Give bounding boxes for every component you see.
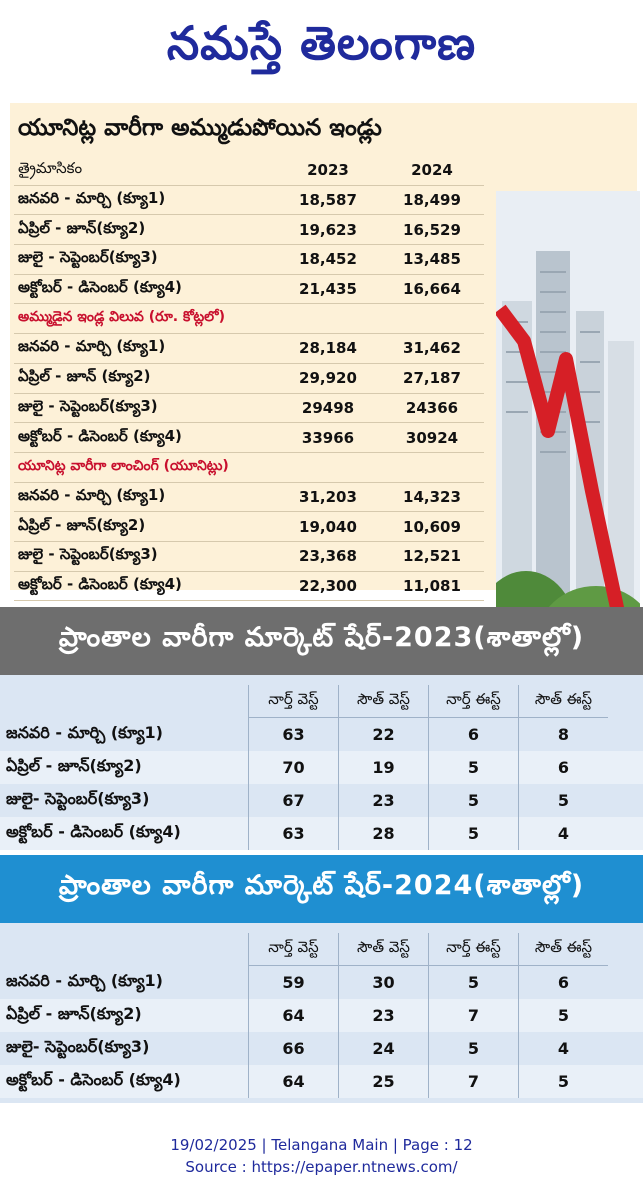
table-row bbox=[0, 1065, 643, 1098]
cell-value: 6 bbox=[518, 966, 608, 999]
market-share-2023-title: ప్రాంతాల వారీగా మార్కెట్ షేర్-2023(శాతాల్లో) bbox=[0, 607, 643, 675]
col-north-west: నార్త్ వెస్ట్ bbox=[248, 685, 338, 718]
table-row bbox=[0, 751, 643, 784]
table-row bbox=[0, 999, 643, 1032]
value-2024: 31,462 bbox=[403, 339, 461, 358]
table-row bbox=[14, 275, 484, 305]
cell-value: 23 bbox=[338, 999, 428, 1032]
value-2024: 14,323 bbox=[403, 487, 461, 506]
row-label: జులై - సెప్టెంబర్(క్యూ3) bbox=[18, 396, 158, 415]
value-section-heading: అమ్ముడైన ఇండ్ల విలువ (రూ. కోట్లలో) bbox=[14, 304, 484, 334]
housing-sales-panel bbox=[10, 103, 637, 595]
table-row bbox=[14, 394, 484, 424]
cell-value: 5 bbox=[428, 784, 518, 817]
page-footer bbox=[0, 1134, 643, 1178]
cell-value: 25 bbox=[338, 1065, 428, 1098]
table-header-row bbox=[0, 685, 643, 718]
panel-heading: యూనిట్ల వారీగా అమ్ముడుపోయిన ఇండ్లు bbox=[18, 115, 382, 141]
cell-value: 4 bbox=[518, 1032, 608, 1065]
value-2024: 18,499 bbox=[403, 191, 461, 210]
row-label: జులై - సెప్టెంబర్(క్యూ3) bbox=[18, 248, 158, 267]
quarter-header: త్రైమాసికం bbox=[18, 159, 83, 178]
value-2023: 31,203 bbox=[299, 487, 357, 506]
value-2023: 21,435 bbox=[299, 280, 357, 299]
cell-value: 5 bbox=[428, 817, 518, 850]
table-row bbox=[0, 966, 643, 999]
value-2024: 16,529 bbox=[403, 220, 461, 239]
cell-value: 5 bbox=[428, 751, 518, 784]
cell-value: 24 bbox=[338, 1032, 428, 1065]
value-2024: 10,609 bbox=[403, 517, 461, 536]
table-row bbox=[14, 572, 484, 602]
table-row bbox=[0, 718, 643, 751]
cell-value: 8 bbox=[518, 718, 608, 751]
cell-value: 63 bbox=[248, 718, 338, 751]
value-2023: 33966 bbox=[301, 428, 355, 447]
row-label: జనవరి - మార్చి (క్యూ1) bbox=[18, 485, 166, 504]
value-2023: 23,368 bbox=[299, 547, 357, 566]
value-2024: 16,664 bbox=[403, 280, 461, 299]
value-2024: 24366 bbox=[405, 398, 459, 417]
table-row bbox=[0, 1032, 643, 1065]
row-label: జులై- సెప్టెంబర్(క్యూ3) bbox=[6, 1037, 150, 1056]
housing-sales-table bbox=[14, 156, 484, 601]
cell-value: 5 bbox=[428, 1032, 518, 1065]
cell-value: 67 bbox=[248, 784, 338, 817]
launch-section-heading: యూనిట్ల వారీగా లాంచింగ్ (యూనిట్లు) bbox=[14, 453, 484, 483]
col-north-west: నార్త్ వెస్ట్ bbox=[248, 933, 338, 966]
value-2024: 27,187 bbox=[403, 369, 461, 388]
cell-value: 7 bbox=[428, 1065, 518, 1098]
value-2024: 30924 bbox=[405, 428, 459, 447]
newspaper-logo: నమస్తే తెలంగాణ bbox=[166, 16, 477, 70]
cell-value: 59 bbox=[248, 966, 338, 999]
cell-value: 19 bbox=[338, 751, 428, 784]
value-2023: 18,452 bbox=[299, 250, 357, 269]
cell-value: 70 bbox=[248, 751, 338, 784]
cell-value: 7 bbox=[428, 999, 518, 1032]
table-row bbox=[14, 542, 484, 572]
table-row bbox=[14, 483, 484, 513]
cell-value: 5 bbox=[518, 1065, 608, 1098]
col-south-east: సౌత్ ఈస్ట్ bbox=[518, 685, 608, 718]
cell-value: 30 bbox=[338, 966, 428, 999]
table-row bbox=[14, 423, 484, 453]
source-link[interactable]: Source : https://epaper.ntnews.com/ bbox=[185, 1158, 458, 1176]
market-share-2024-section bbox=[0, 855, 643, 1103]
cell-value: 28 bbox=[338, 817, 428, 850]
cell-value: 5 bbox=[518, 784, 608, 817]
cell-value: 5 bbox=[518, 999, 608, 1032]
table-row bbox=[14, 334, 484, 364]
cell-value: 63 bbox=[248, 817, 338, 850]
table-row bbox=[14, 512, 484, 542]
value-2023: 22,300 bbox=[299, 576, 357, 595]
cell-value: 66 bbox=[248, 1032, 338, 1065]
col-north-east: నార్త్ ఈస్ట్ bbox=[428, 685, 518, 718]
year-2023-header: 2023 bbox=[307, 161, 349, 180]
row-label: ఏప్రిల్ - జూన్(క్యూ2) bbox=[6, 1004, 142, 1023]
row-label: జనవరి - మార్చి (క్యూ1) bbox=[6, 723, 163, 742]
table-row bbox=[14, 186, 484, 216]
cell-value: 4 bbox=[518, 817, 608, 850]
value-2023: 28,184 bbox=[299, 339, 357, 358]
market-share-2023-section bbox=[0, 607, 643, 850]
col-south-west: సౌత్ వెస్ట్ bbox=[338, 685, 428, 718]
table-header-row bbox=[14, 156, 484, 186]
row-label: అక్టోబర్ - డిసెంబర్ (క్యూ4) bbox=[18, 574, 182, 593]
value-2023: 29,920 bbox=[299, 369, 357, 388]
value-2023: 18,587 bbox=[299, 191, 357, 210]
value-2023: 19,040 bbox=[299, 517, 357, 536]
cell-value: 6 bbox=[428, 718, 518, 751]
row-label: జులై - సెప్టెంబర్(క్యూ3) bbox=[18, 545, 158, 564]
row-label: జనవరి - మార్చి (క్యూ1) bbox=[6, 971, 163, 990]
table-row bbox=[14, 364, 484, 394]
table-row bbox=[0, 784, 643, 817]
row-label: ఏప్రిల్ - జూన్ (క్యూ2) bbox=[18, 367, 151, 386]
cell-value: 23 bbox=[338, 784, 428, 817]
row-label: అక్టోబర్ - డిసెంబర్ (క్యూ4) bbox=[6, 1070, 181, 1089]
cell-value: 64 bbox=[248, 999, 338, 1032]
col-south-west: సౌత్ వెస్ట్ bbox=[338, 933, 428, 966]
value-2023: 29498 bbox=[301, 398, 355, 417]
col-north-east: నార్త్ ఈస్ట్ bbox=[428, 933, 518, 966]
market-share-2024-title: ప్రాంతాల వారీగా మార్కెట్ షేర్-2024(శాతాల్లో) bbox=[0, 855, 643, 923]
row-label: అక్టోబర్ - డిసెంబర్ (క్యూ4) bbox=[18, 426, 182, 445]
table-row bbox=[14, 245, 484, 275]
value-2024: 11,081 bbox=[403, 576, 461, 595]
cell-value: 6 bbox=[518, 751, 608, 784]
row-label: అక్టోబర్ - డిసెంబర్ (క్యూ4) bbox=[18, 278, 182, 297]
market-share-2024-table bbox=[0, 923, 643, 1103]
row-label: జనవరి - మార్చి (క్యూ1) bbox=[18, 189, 166, 208]
cell-value: 22 bbox=[338, 718, 428, 751]
row-label: ఏప్రిల్ - జూన్(క్యూ2) bbox=[18, 515, 146, 534]
row-label: ఏప్రిల్ - జూన్(క్యూ2) bbox=[18, 218, 146, 237]
value-2023: 19,623 bbox=[299, 220, 357, 239]
row-label: ఏప్రిల్ - జూన్(క్యూ2) bbox=[6, 756, 142, 775]
table-row bbox=[0, 817, 643, 850]
masthead bbox=[0, 0, 643, 100]
row-label: అక్టోబర్ - డిసెంబర్ (క్యూ4) bbox=[6, 822, 181, 841]
row-label: జనవరి - మార్చి (క్యూ1) bbox=[18, 337, 166, 356]
table-header-row bbox=[0, 933, 643, 966]
year-2024-header: 2024 bbox=[411, 161, 453, 180]
cell-value: 64 bbox=[248, 1065, 338, 1098]
table-row bbox=[14, 215, 484, 245]
cell-value: 5 bbox=[428, 966, 518, 999]
market-share-2023-table bbox=[0, 675, 643, 850]
value-2024: 12,521 bbox=[403, 547, 461, 566]
value-2024: 13,485 bbox=[403, 250, 461, 269]
row-label: జులై- సెప్టెంబర్(క్యూ3) bbox=[6, 789, 150, 808]
edition-info: 19/02/2025 | Telangana Main | Page : 12 bbox=[170, 1136, 473, 1154]
col-south-east: సౌత్ ఈస్ట్ bbox=[518, 933, 608, 966]
